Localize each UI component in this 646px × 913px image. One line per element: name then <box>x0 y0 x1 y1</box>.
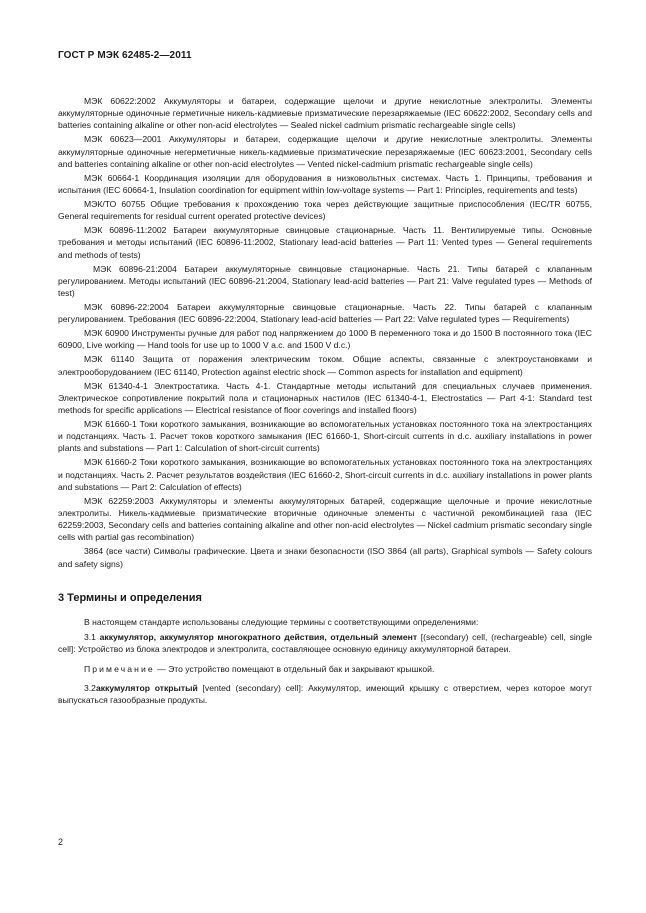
term-definition <box>58 631 592 655</box>
term-text: [vented (secondary) cell]: Аккумулятор, имеющий крышку с отверстием, через которое могут выпускаться газообразные продукты. <box>58 682 592 706</box>
reference-entry: МЭК 60896-22:2004 Батареи аккумуляторные свинцовые стационарные. Часть 22. Типы батарей с клапанным регулированием. Требования (IEC 60896-22:2004, Stationary lead-acid batteries — Part 22: Valve regulated types — Requirements) <box>58 302 592 325</box>
reference-entry: МЭК 61660-2 Токи короткого замыкания, возникающие во вспомогательных установках постоянного тока на электростанциях и подстанциях. Часть 2. Расчет результатов воздействия (IEC 61660-2, Short-circuit currents in d.c. auxiliary installations in power plants and substations — Part 2: Calculation of effects) <box>58 457 592 492</box>
reference-entry: МЭК 60664-1 Координация изоляции для оборудования в низковольтных системах. Часть 1. Принципы, требования и испытания (IEC 60664-1, Insulation coordination for equipment within low-voltage systems — Part 1: Principles, requirements and tests) <box>58 172 592 196</box>
reference-entry: МЭК 60900 Инструменты ручные для работ под напряжением до 1000 В переменного тока и до 1500 В постоянного тока (IEC 60900, Live working — Hand tools for use up to 1000 V a.c. and 1500 V d.c.) <box>58 328 592 351</box>
term-text: [(secondary) cell, (rechargeable) cell, single cell]: Устройство из блока электродов и электролита, составляющее основную единицу аккумуляторной батареи. <box>58 632 593 655</box>
section-heading: 3 Термины и определения <box>58 591 202 604</box>
reference-entry: МЭК 62259:2003 Аккумуляторы и элементы аккумуляторных батарей, содержащие щелочные и прочие некислотные электролиты. Никель-кадмиевые призматические вторичные одиночные элементы с частичной рекомбинацией газа (IEC 62259:2003, Secondary cells and batteries containing alkaline and other non-acid electrolytes — Nickel cadmium prismatic secondary single cells with partial gas recombination) <box>58 495 592 543</box>
reference-entry: МЭК 60896-21:2004 Батареи аккумуляторные свинцовые стационарные. Часть 21. Типы батарей с клапанным регулированием. Методы испытаний (IEC 60896-21:2004, Stationary lead-acid batteries — Part 21: Valve regulated types — Methods of test) <box>58 263 592 299</box>
term-name: аккумулятор открытый <box>95 682 198 693</box>
reference-entry: МЭК 61340-4-1 Электростатика. Часть 4-1. Стандартные методы испытаний для специальных случаев применения. Электрическое сопротивление покрытий пола и стационарных настилов (IEC 61340-4-1, Electrostatics — Part 4-1: Standard test methods for specific applications — Electrical resistance of floor coverings and installed floors) <box>58 380 592 416</box>
note-text: — Это устройство помещают в отдельный бак и закрывают крышкой. <box>157 663 435 674</box>
reference-entry: МЭК 60622:2002 Аккумуляторы и батареи, содержащие щелочи и другие некислотные электролиты. Элементы аккумуляторные одиночные герметичные никель-кадмиевые призматические перезаряжаемые (IEC 60622:2002, Secondary cells and batteries containing alkaline or other non-acid electrolytes — Sealed nickel cadmium prismatic rechargeable single cells) <box>58 96 592 131</box>
note-label: Примечание <box>84 663 155 674</box>
note <box>58 663 592 675</box>
document-body <box>58 95 592 713</box>
document-header: ГОСТ Р МЭК 62485-2—2011 <box>58 50 192 61</box>
reference-entry: МЭК 60896-11:2002 Батареи аккумуляторные свинцовые стационарные. Часть 11. Вентилируемые типы. Основные требования и методы испытаний (IEC 60896-11:2002, Stationary lead-acid batteries — Part 11: Vented types — General requirements and methods of tests) <box>58 225 592 260</box>
term-name: аккумулятор, аккумулятор многократного действия, отдельный элемент <box>99 632 418 643</box>
page-number: 2 <box>58 837 64 847</box>
section-intro: В настоящем стандарте использованы следующие термины с соответствующими определениями: <box>84 617 479 628</box>
term-number: 3.2 <box>84 682 96 693</box>
reference-entry: МЭК 61140 Защита от поражения электрическим током. Общие аспекты, связанные с электроустановками и электрооборудованием (IEC 61140, Protection against electric shock — Common aspects for installation and equipment) <box>58 354 592 377</box>
reference-entry: МЭК 60623—2001 Аккумуляторы и батареи, содержащие щелочи и другие некислотные электролиты. Элементы аккумуляторные одиночные негерметичные никель-кадмиевые призматические перезаряжаемые (IEC 60623:2001, Secondary cells and batteries containing alkaline or other non-acid electrolytes — Vented nickel-cadmium prismatic rechargeable single cells) <box>58 134 592 169</box>
term-definition <box>58 682 592 706</box>
term-number: 3.1 <box>84 632 96 643</box>
reference-entry: МЭК 61660-1 Токи короткого замыкания, возникающие во вспомогательных установках постоянного тока на электростанциях и подстанциях. Часть 1. Расчет токов короткого замыкания (IEC 61660-1, Short-circuit currents in d.c. auxiliary installations in power plants and substations — Part 1: Calculation of short-circuit currents) <box>58 419 592 454</box>
reference-entry: 3864 (все части) Символы графические. Цвета и знаки безопасности (ISO 3864 (all parts), Graphical symbols — Safety colours and safety signs) <box>58 546 592 569</box>
reference-entry: МЭК/ТО 60755 Общие требования к прохождению тока через действующие защитные приспособления (IEC/TR 60755, General requirements for residual current operated protective devices) <box>58 199 592 222</box>
